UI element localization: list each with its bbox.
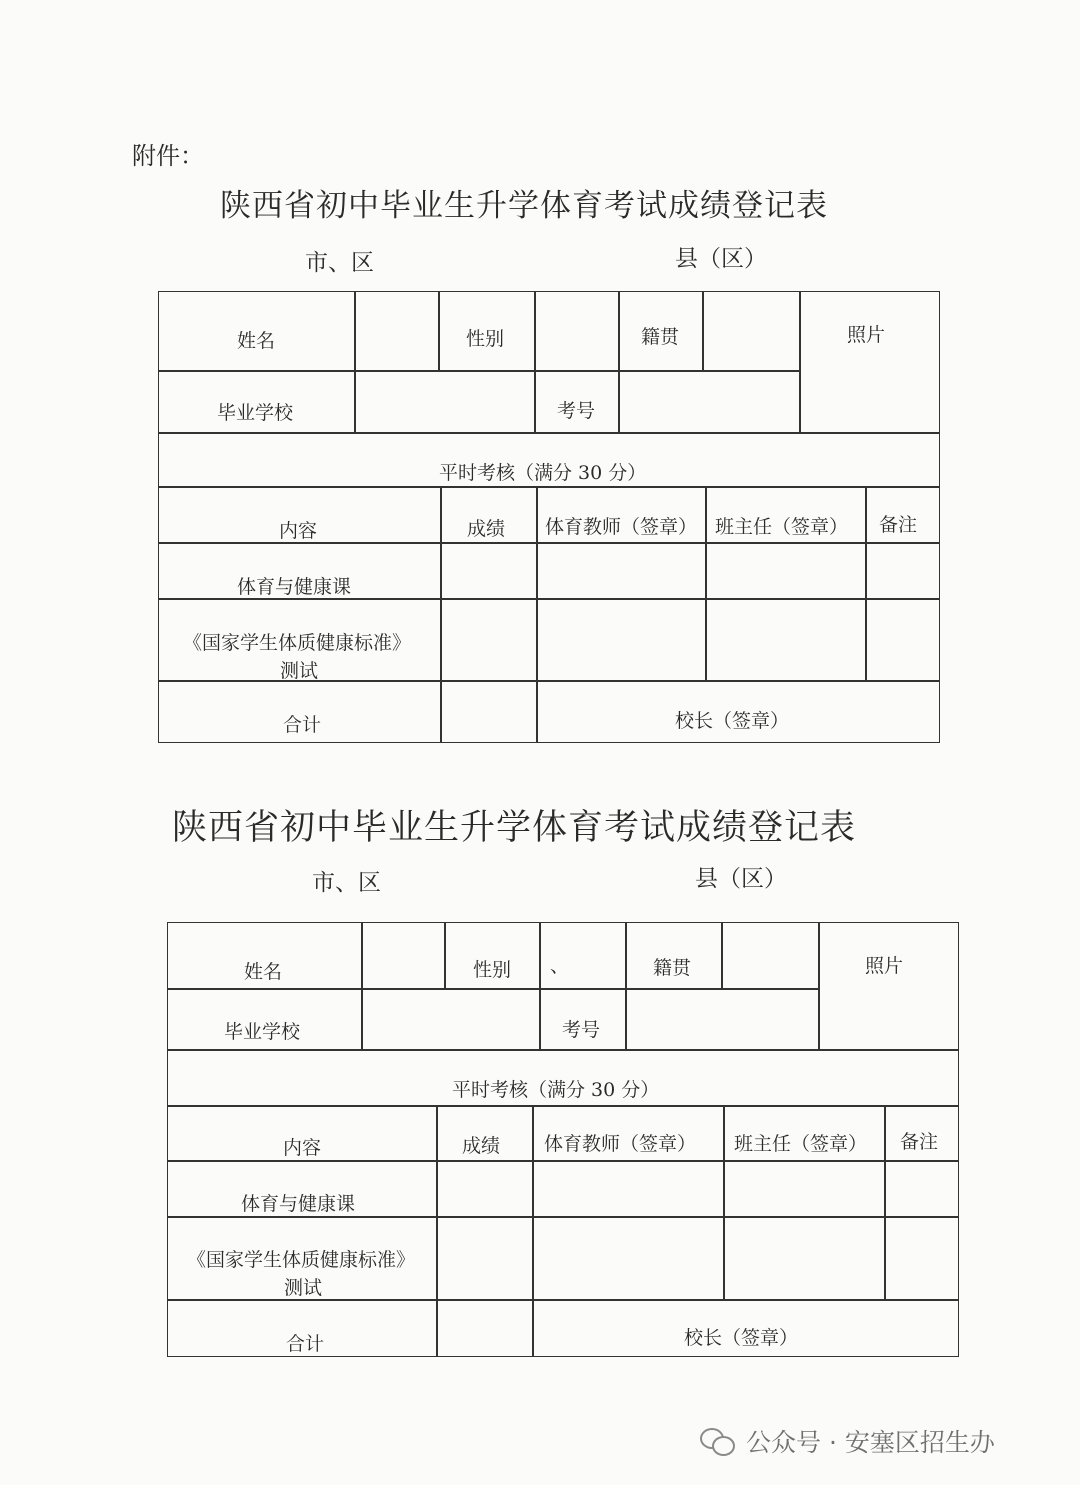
name-label: 姓名 xyxy=(244,961,283,983)
content-header: 内容 xyxy=(283,1137,322,1159)
school-label: 毕业学校 xyxy=(224,1021,301,1043)
city-label-2: 市、区 xyxy=(312,870,381,896)
wechat-icon xyxy=(700,1426,736,1456)
head-teacher-header: 班主任（签章） xyxy=(734,1133,868,1155)
pe-teacher-header: 体育教师（签章） xyxy=(545,516,698,538)
assessment-header: 平时考核（满分 30 分） xyxy=(439,462,647,484)
head-teacher-header: 班主任（签章） xyxy=(715,516,849,538)
standard-test-label: 《国家学生体质健康标准》 xyxy=(187,1249,416,1271)
name-label: 姓名 xyxy=(237,330,276,352)
form-title-2: 陕西省初中毕业生升学体育考试成绩登记表 xyxy=(172,808,857,848)
remarks-header: 备注 xyxy=(900,1131,939,1153)
standard-test-label-2: 测试 xyxy=(280,660,319,682)
native-label: 籍贯 xyxy=(641,326,680,348)
city-label-1: 市、区 xyxy=(305,250,374,276)
content-header: 内容 xyxy=(279,520,318,542)
score-header: 成绩 xyxy=(462,1135,501,1157)
pe-course-label: 体育与健康课 xyxy=(237,576,352,598)
score-header: 成绩 xyxy=(467,518,506,540)
standard-test-label-2: 测试 xyxy=(284,1277,323,1299)
pe-course-label: 体育与健康课 xyxy=(241,1193,356,1215)
standard-test-label: 《国家学生体质健康标准》 xyxy=(183,632,412,654)
attachment-label: 附件： xyxy=(132,142,204,170)
exam-no-label: 考号 xyxy=(562,1019,601,1041)
native-label: 籍贯 xyxy=(653,957,692,979)
score-form-2 xyxy=(167,922,959,1357)
form-title-1: 陕西省初中毕业生升学体育考试成绩登记表 xyxy=(220,188,828,224)
remarks-header: 备注 xyxy=(879,514,918,536)
photo-label: 照片 xyxy=(865,955,904,977)
score-form-1 xyxy=(158,291,940,743)
county-label-1: 县（区） xyxy=(675,246,767,272)
gender-label: 性别 xyxy=(473,959,512,981)
exam-no-label: 考号 xyxy=(557,400,596,422)
principal-label: 校长（签章） xyxy=(684,1327,799,1349)
principal-label: 校长（签章） xyxy=(675,710,790,732)
school-label: 毕业学校 xyxy=(217,402,294,424)
gender-value: 、 xyxy=(550,955,570,977)
watermark-text: 公众号 · 安塞区招生办 xyxy=(746,1428,995,1457)
watermark xyxy=(700,1423,995,1459)
assessment-header: 平时考核（满分 30 分） xyxy=(452,1079,660,1101)
county-label-2: 县（区） xyxy=(695,866,787,892)
total-label: 合计 xyxy=(286,1333,325,1355)
photo-label: 照片 xyxy=(847,324,886,346)
pe-teacher-header: 体育教师（签章） xyxy=(544,1133,697,1155)
total-label: 合计 xyxy=(283,714,322,736)
gender-label: 性别 xyxy=(466,328,505,350)
